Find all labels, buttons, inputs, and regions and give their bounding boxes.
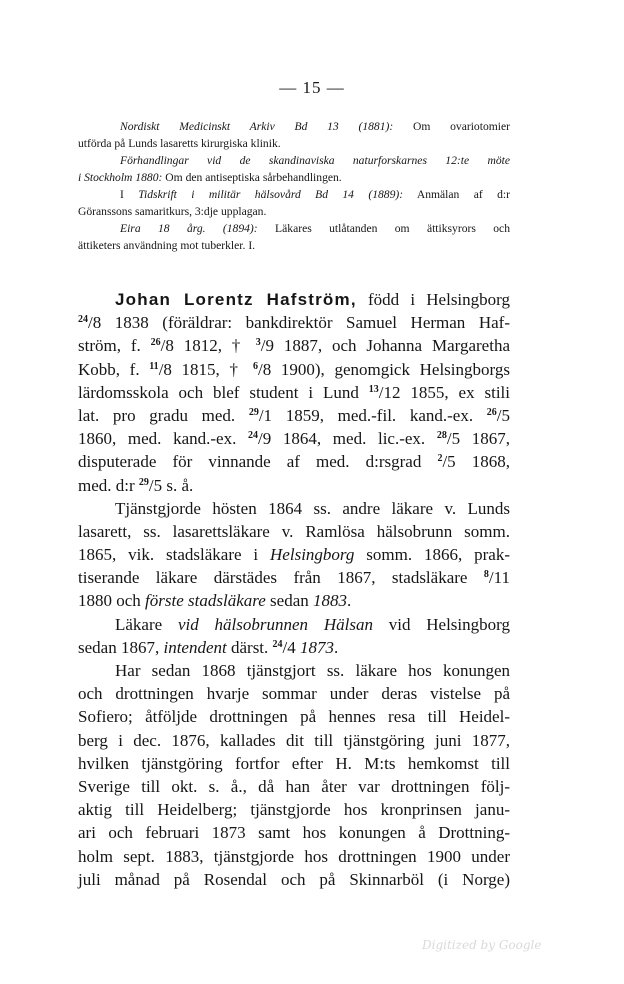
- date-day: 8: [483, 569, 489, 581]
- text-run: /8 1900), genomgick Helsingborgs: [258, 359, 510, 379]
- biography-line: [78, 729, 510, 752]
- biography-line: [78, 450, 510, 473]
- date-day: 3: [255, 337, 261, 349]
- text-run: /5 s. å.: [148, 475, 194, 495]
- margin-mark: I: [120, 188, 139, 201]
- text-run: tiserande läkare därstädes från 1867, stadsläkare: [78, 568, 484, 588]
- text-run: /4: [282, 637, 301, 657]
- biography-line: [78, 566, 510, 589]
- text-run: 1865, vik. stadsläkare i: [78, 545, 271, 565]
- text-run: Läkare: [115, 614, 178, 634]
- biography-line: [78, 358, 510, 381]
- references-line: [78, 135, 510, 152]
- biography-line: [78, 821, 510, 844]
- text-run: Sofiero; åtföljde drottningen på hennes resa till Heidel-: [78, 707, 510, 727]
- date-day: 29: [138, 476, 149, 488]
- biography-line: [78, 404, 510, 427]
- text-run: berg i dec. 1876, kallades dit till tjänstgöring juni 1877,: [78, 730, 510, 750]
- text-run: lärdomsskola och blef student i Lund: [78, 382, 369, 402]
- text-run: /8 1838 (föräldrar: bankdirektör Samuel Herman Haf-: [88, 313, 510, 333]
- text-run: 1880 och: [78, 591, 146, 611]
- biography-line: [78, 775, 510, 798]
- date-day: 24: [272, 638, 283, 650]
- text-run: Helsingborg: [270, 545, 355, 565]
- biography-line: [78, 613, 510, 636]
- biography-line: [78, 868, 510, 891]
- text-run: sedan: [265, 591, 313, 611]
- text-run: sedan 1867,: [78, 637, 164, 657]
- text-run: Kobb, f.: [78, 359, 150, 379]
- references-line: [78, 186, 510, 203]
- text-run: disputerade för vinnande af med. d:rsgrad: [78, 452, 438, 472]
- text-run: /11: [488, 568, 510, 588]
- date-day: 13: [368, 383, 379, 395]
- text-run: juli månad på Rosendal och på Skinnarböl (i Norge): [78, 869, 510, 889]
- biography-line: [78, 589, 510, 612]
- text-run: Läkares utlåtanden om ättiksyrors och: [257, 222, 510, 235]
- date-day: 11: [149, 360, 159, 372]
- references-line: [78, 237, 510, 254]
- text-run: .: [347, 591, 352, 611]
- text-run: Tjänstgjorde hösten 1864 ss. andre läkare v. Lunds: [115, 498, 510, 518]
- references-line: [78, 169, 510, 186]
- biography-line: [78, 474, 510, 497]
- person-name: Johan Lorentz Hafström,: [115, 290, 357, 309]
- biography-line: [78, 288, 510, 311]
- text-run: aktig till Heidelberg; tjänstgjorde hos kronprinsen janu-: [78, 800, 510, 820]
- text-run: /5 1868,: [442, 452, 510, 472]
- text-run: /12 1855, ex stili: [378, 382, 511, 402]
- text-run: född i Helsingborg: [356, 290, 511, 309]
- date-day: 29: [248, 406, 259, 418]
- text-run: i Stockholm 1880:: [78, 171, 163, 184]
- text-run: Om ovariotomier: [393, 120, 510, 133]
- text-run: ström, f.: [78, 336, 151, 356]
- publication-list: [78, 118, 510, 254]
- biography-line: [78, 798, 510, 821]
- date-day: 24: [248, 430, 259, 442]
- date-day: 28: [436, 430, 447, 442]
- date-day: 26: [486, 406, 497, 418]
- references-line: [78, 152, 510, 169]
- date-day: 26: [150, 337, 161, 349]
- text-run: /9 1887, och Johanna Margaretha: [260, 336, 510, 356]
- text-run: 1883: [313, 591, 347, 611]
- text-run: /1 1859, med.-fil. kand.-ex.: [258, 405, 487, 425]
- biography-line: [78, 845, 510, 868]
- text-run: .: [334, 637, 339, 657]
- text-run: Förhandlingar vid de skandinaviska naturforskarnes 12:te möte: [120, 154, 510, 167]
- biography-line: [78, 520, 510, 543]
- text-run: /8 1815, †: [158, 359, 254, 379]
- biography-line: [78, 543, 510, 566]
- text-run: Anmälan af d:r: [403, 188, 510, 201]
- biography-line: [78, 705, 510, 728]
- biography-line: [78, 682, 510, 705]
- text-run: med. d:r: [78, 475, 139, 495]
- text-run: lasarett, ss. lasarettsläkare v. Ramlösa hälsobrunn somm.: [78, 521, 510, 541]
- text-run: somm. 1866, prak-: [354, 545, 511, 565]
- biography-line: [78, 497, 510, 520]
- text-run: /8 1812, †: [160, 336, 256, 356]
- text-run: Sverige till okt. s. å., då han åter var drottningen följ-: [78, 776, 510, 796]
- biography-entry: [78, 288, 510, 891]
- text-run: vid hälsobrunnen Hälsan: [177, 614, 373, 634]
- biography-line: [78, 636, 510, 659]
- text-run: hvilken tjänstgöring fortfor efter H. M:ts hemkomst till: [78, 753, 510, 773]
- biography-line: [78, 659, 510, 682]
- text-run: ättiketers användning mot tuberkler. I.: [78, 239, 256, 252]
- text-run: Eira 18 årg. (1894):: [120, 222, 258, 235]
- text-run: lat. pro gradu med.: [78, 405, 249, 425]
- biography-line: [78, 311, 510, 334]
- text-run: /9 1864, med. lic.-ex.: [258, 429, 437, 449]
- date-day: 6: [253, 360, 259, 372]
- scan-watermark: Digitized by Google: [422, 938, 542, 952]
- text-run: och drottningen hvarje sommar under deras vistelse på: [78, 684, 510, 704]
- text-run: vid Helsingborg: [372, 614, 510, 634]
- text-run: /5: [496, 405, 510, 425]
- references-line: [78, 203, 510, 220]
- text-run: Nordiskt Medicinskt Arkiv Bd 13 (1881):: [120, 120, 394, 133]
- references-line: [78, 118, 510, 135]
- text-run: Tidskrift i militär hälsovård Bd 14 (1889):: [138, 188, 404, 201]
- text-run: /5 1867,: [446, 429, 510, 449]
- text-run: förste stadsläkare: [145, 591, 266, 611]
- biography-line: [78, 752, 510, 775]
- biography-line: [78, 381, 510, 404]
- text-run: därst.: [226, 637, 273, 657]
- text-run: Göranssons samaritkurs, 3:dje upplagan.: [78, 205, 267, 218]
- references-line: [78, 220, 510, 237]
- text-run: Om den antiseptiska sårbehandlingen.: [162, 171, 342, 184]
- text-run: Har sedan 1868 tjänstgjort ss. läkare hos konungen: [115, 661, 510, 680]
- date-day: 2: [437, 453, 443, 465]
- text-run: utförda på Lunds lasaretts kirurgiska klinik.: [78, 137, 281, 150]
- text-run: 1860, med. kand.-ex.: [78, 429, 249, 449]
- text-run: holm sept. 1883, tjänstgjorde hos drottningen 1900 under: [78, 846, 510, 866]
- biography-line: [78, 334, 510, 357]
- date-day: 24: [78, 314, 88, 326]
- text-run: 1873: [300, 637, 335, 657]
- text-run: intendent: [163, 637, 227, 657]
- text-run: ari och februari 1873 samt hos konungen å Drottning-: [78, 823, 510, 843]
- biography-line: [78, 427, 510, 450]
- page-number: — 15 —: [279, 78, 345, 97]
